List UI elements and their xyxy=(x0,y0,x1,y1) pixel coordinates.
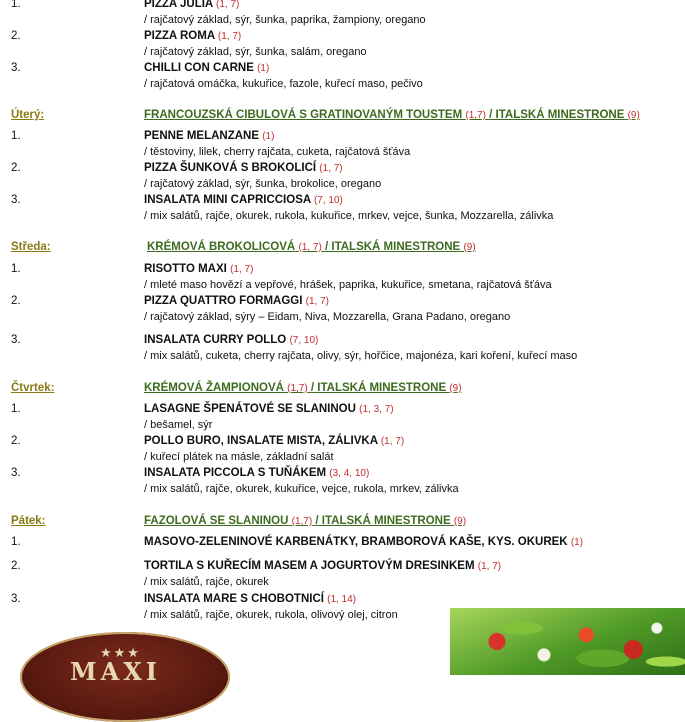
item-number: 1. xyxy=(11,403,21,415)
allergens: (1, 3, 7) xyxy=(359,404,394,415)
soup-line: FRANCOUZSKÁ CIBULOVÁ S GRATINOVANÝM TOUSTEM (1,7) / ITALSKÁ MINESTRONE (9) xyxy=(144,109,640,121)
dish-description: / rajčatový základ, sýry – Eidam, Niva, Mozzarella, Grana Padano, oregano xyxy=(144,311,511,323)
allergens: (1, 7) xyxy=(305,296,329,307)
dish-name: CHILLI CON CARNE (1) xyxy=(144,62,270,74)
allergens: (7, 10) xyxy=(289,335,319,346)
soup-line: KRÉMOVÁ ŽAMPIONOVÁ (1,7) / ITALSKÁ MINESTRONE (9) xyxy=(144,382,462,394)
day-label: Úterý: xyxy=(11,109,45,121)
dish-description: / mix salátů, rajče, okurek xyxy=(144,576,269,588)
item-number: 2. xyxy=(11,30,21,42)
allergens: (1) xyxy=(570,537,584,548)
logo-text: MAXI xyxy=(70,657,162,686)
dish-description: / mix salátů, rajče, okurek, kukuřice, vejce, rukola, mrkev, zálivka xyxy=(144,483,459,495)
item-number: 1. xyxy=(11,0,21,10)
item-number: 2. xyxy=(11,295,21,307)
dish-name: INSALATA MARE S CHOBOTNICÍ (1, 14) xyxy=(144,593,357,605)
dish-name: POLLO BURO, INSALATE MISTA, ZÁLIVKA (1, 7) xyxy=(144,435,405,447)
allergens: (1, 7) xyxy=(217,31,242,42)
dish-name: INSALATA CURRY POLLO (7, 10) xyxy=(144,334,319,346)
dish-name: PIZZA QUATTRO FORMAGGI (1, 7) xyxy=(144,295,329,307)
item-number: 3. xyxy=(11,593,21,605)
allergens: (1, 14) xyxy=(327,594,357,605)
dish-name: RISOTTO MAXI (1, 7) xyxy=(144,263,254,275)
dish-description: / mix salátů, cuketa, cherry rajčata, olivy, sýr, hořčice, majonéza, kari koření, kuřecí maso xyxy=(144,350,578,362)
dish-name: PENNE MELANZANE (1) xyxy=(144,130,275,142)
dish-description: / mix salátů, rajče, okurek, rukola, kukuřice, mrkev, vejce, šunka, Mozzarella, zálivka xyxy=(144,210,554,222)
allergens: (1, 7) xyxy=(216,0,240,10)
item-number: 1. xyxy=(11,536,21,548)
allergens: (1, 7) xyxy=(477,561,502,572)
allergens: (1) xyxy=(257,63,270,74)
allergens: (1, 7) xyxy=(319,163,343,174)
allergens: (1, 7) xyxy=(230,264,254,275)
dish-name: INSALATA PICCOLA S TUŇÁKEM (3, 4, 10) xyxy=(144,467,370,479)
item-number: 1. xyxy=(11,263,21,275)
logo-stars: ★★★ xyxy=(100,645,141,660)
dish-name: TORTILA S KUŘECÍM MASEM A JOGURTOVÝM DRESINKEM (1, 7) xyxy=(144,560,502,572)
dish-name: LASAGNE ŠPENÁTOVÉ SE SLANINOU (1, 3, 7) xyxy=(144,403,394,415)
item-number: 3. xyxy=(11,194,21,206)
soup-line: KRÉMOVÁ BROKOLICOVÁ (1, 7) / ITALSKÁ MINESTRONE (9) xyxy=(147,241,476,253)
dish-description: / těstoviny, lilek, cherry rajčata, cuketa, rajčatová šťáva xyxy=(144,146,411,158)
allergens: (1, 7) xyxy=(380,436,405,447)
dish-description: / mix salátů, rajče, okurek, rukola, olivový olej, citron xyxy=(144,609,398,621)
dish-name: PIZZA ROMA (1, 7) xyxy=(144,30,242,42)
allergens: (7, 10) xyxy=(313,195,343,206)
dish-description: / rajčatová omáčka, kukuřice, fazole, kuřecí maso, pečivo xyxy=(144,78,423,90)
dish-name: MASOVO-ZELENINOVÉ KARBENÁTKY, BRAMBOROVÁ KAŠE, KYS. OKUREK (1) xyxy=(144,536,584,548)
dish-description: / rajčatový základ, sýr, šunka, salám, oregano xyxy=(144,46,367,58)
dish-name: INSALATA MINI CAPRICCIOSA (7, 10) xyxy=(144,194,343,206)
dish-description: / rajčatový základ, sýr, šunka, paprika, žampiony, oregano xyxy=(144,14,426,26)
dish-description: / mleté maso hovězí a vepřové, hrášek, paprika, kukuřice, smetana, rajčatová šťáva xyxy=(144,279,552,291)
dish-description: / rajčatový základ, sýr, šunka, brokolice, oregano xyxy=(144,178,382,190)
item-number: 3. xyxy=(11,62,21,74)
item-number: 2. xyxy=(11,162,21,174)
dish-description: / bešamel, sýr xyxy=(144,419,213,431)
item-number: 2. xyxy=(11,560,21,572)
dish-description: / kuřecí plátek na másle, základní salát xyxy=(144,451,334,463)
allergens: (1) xyxy=(262,131,275,142)
dish-name: PIZZA ŠUNKOVÁ S BROKOLICÍ (1, 7) xyxy=(144,162,343,174)
day-label: Čtvrtek: xyxy=(11,382,55,394)
salad-photo xyxy=(450,608,685,675)
day-label: Pátek: xyxy=(11,515,46,527)
item-number: 3. xyxy=(11,467,21,479)
soup-line: FAZOLOVÁ SE SLANINOU (1,7) / ITALSKÁ MINESTRONE (9) xyxy=(144,515,467,527)
item-number: 1. xyxy=(11,130,21,142)
dish-name: PIZZA JULIA (1, 7) xyxy=(144,0,240,10)
item-number: 2. xyxy=(11,435,21,447)
allergens: (3, 4, 10) xyxy=(329,468,370,479)
item-number: 3. xyxy=(11,334,21,346)
day-label: Středa: xyxy=(11,241,51,253)
